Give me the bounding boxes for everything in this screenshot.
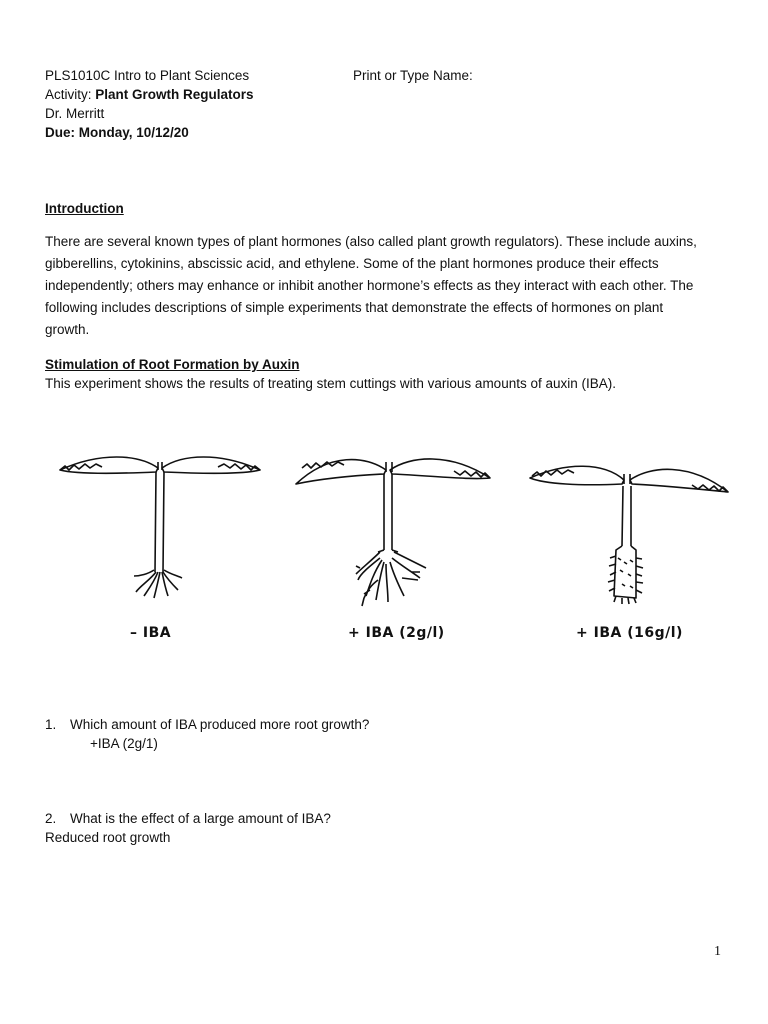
answer-2[interactable]: Reduced root growth bbox=[45, 830, 171, 845]
intro-line: independently; others may enhance or inhibit another hormone’s effects as they interact with each other. The bbox=[45, 278, 694, 293]
activity-title: Plant Growth Regulators bbox=[95, 87, 254, 102]
question-2 bbox=[45, 809, 331, 828]
intro-line: growth. bbox=[45, 322, 90, 337]
section-text: This experiment shows the results of treating stem cuttings with various amounts of auxin (IBA). bbox=[45, 376, 616, 391]
question-number: 2. bbox=[45, 811, 57, 826]
seedling-iba-2 bbox=[296, 459, 490, 606]
name-label: Print or Type Name: bbox=[353, 68, 473, 83]
figure-label-iba-16: + IBA (16g/l) bbox=[576, 625, 683, 641]
intro-line: There are several known types of plant hormones (also called plant growth regulators). These include auxins, bbox=[45, 234, 697, 249]
seedling-iba-16 bbox=[530, 466, 728, 604]
instructor: Dr. Merritt bbox=[45, 106, 105, 121]
question-text: What is the effect of a large amount of IBA? bbox=[70, 811, 331, 826]
question-text: Which amount of IBA produced more root growth? bbox=[70, 717, 370, 732]
intro-line: following includes descriptions of simple experiments that demonstrate the effects of hormones on plant bbox=[45, 300, 664, 315]
figure-label-iba-2: + IBA (2g/l) bbox=[348, 625, 445, 641]
intro-heading: Introduction bbox=[45, 201, 124, 216]
answer-1[interactable]: +IBA (2g/1) bbox=[90, 736, 158, 751]
page-number: 1 bbox=[714, 944, 721, 959]
course-title: PLS1010C Intro to Plant Sciences bbox=[45, 68, 250, 83]
due-date: Due: Monday, 10/12/20 bbox=[45, 125, 189, 140]
intro-line: gibberellins, cytokinins, abscissic acid, and ethylene. Some of the plant hormones produce their effects bbox=[45, 256, 659, 271]
intro-paragraph bbox=[45, 231, 725, 341]
activity-prefix: Activity: bbox=[45, 87, 96, 102]
question-1 bbox=[45, 715, 369, 734]
figure-label-no-iba: – IBA bbox=[130, 625, 172, 641]
section-heading: Stimulation of Root Formation by Auxin bbox=[45, 357, 300, 372]
seedling-no-iba bbox=[60, 457, 260, 598]
question-number: 1. bbox=[45, 717, 57, 732]
activity-line bbox=[45, 85, 254, 104]
